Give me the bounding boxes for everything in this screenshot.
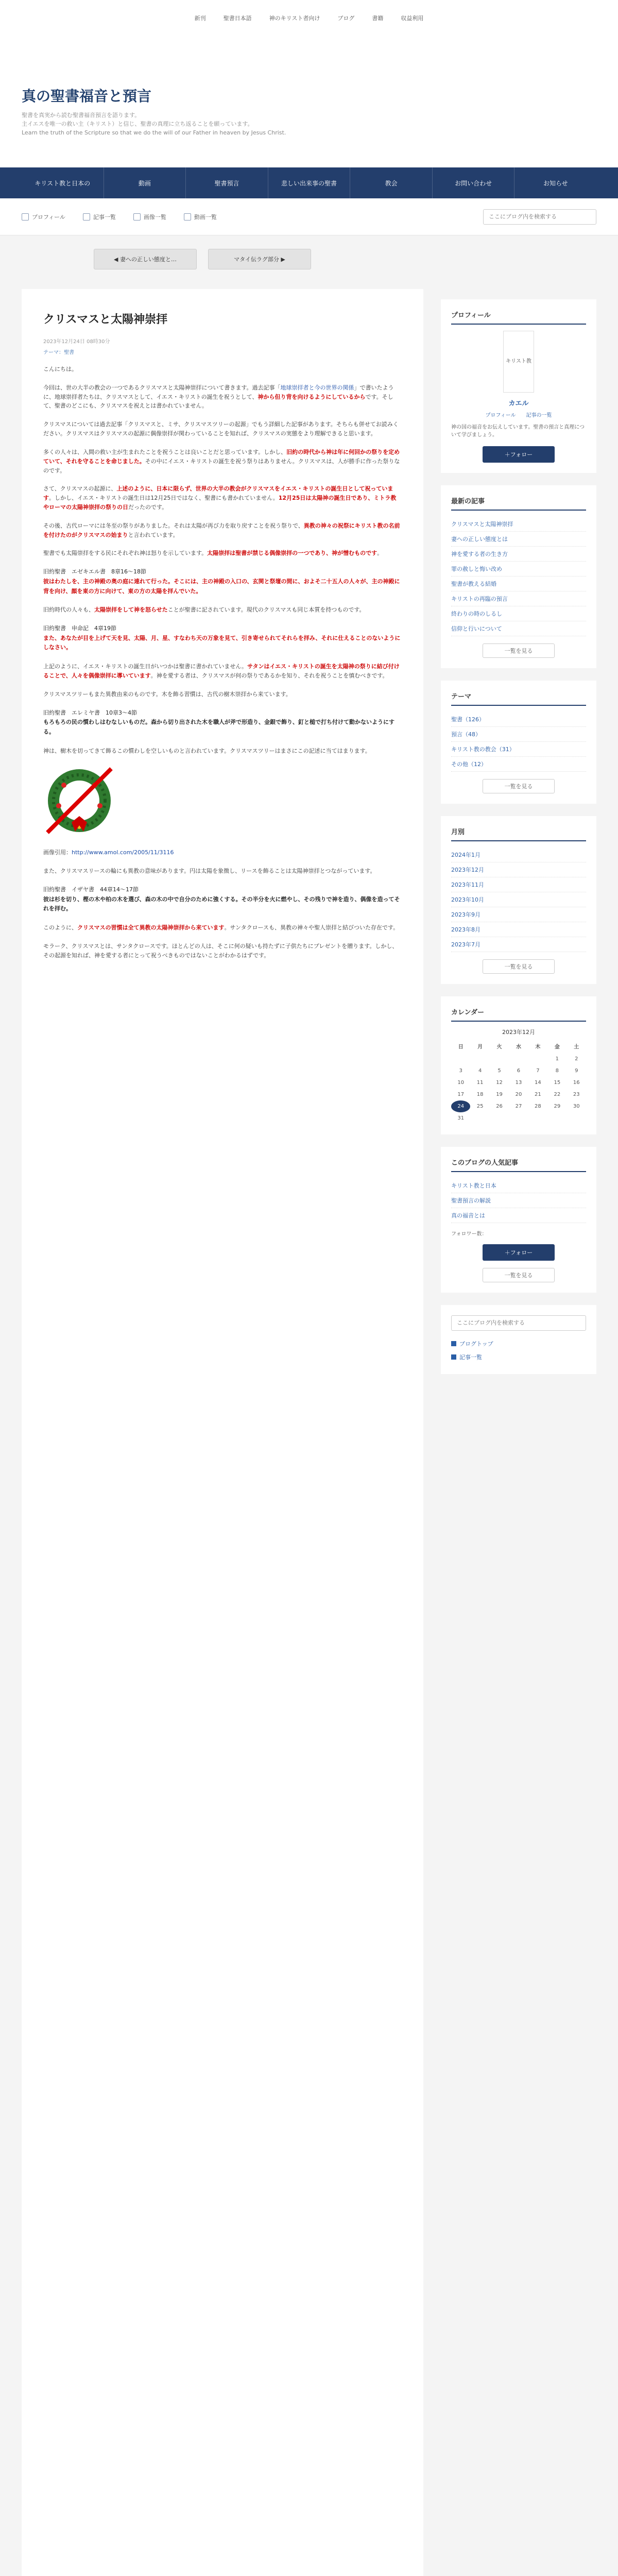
list-item[interactable]: キリスト教と日本 [451, 1178, 586, 1193]
topbar-link-6[interactable]: 収益利用 [401, 15, 424, 22]
text: です。そして、聖書のどこにも、クリスマスを祝えとは書かれていません。 [43, 393, 393, 410]
gnav-item-1[interactable]: キリスト教と日本の [22, 167, 104, 198]
list-item[interactable]: 妻への正しい態度とは [451, 532, 586, 547]
scripture-reference: 旧約聖書 申命記 4章19節 [43, 625, 116, 632]
list-item[interactable]: 真の福音とは [451, 1208, 586, 1223]
tab-videos[interactable] [184, 213, 217, 221]
sidebar-search-input[interactable] [451, 1315, 586, 1331]
calendar-day[interactable]: 21 [535, 1092, 541, 1097]
paragraph [43, 521, 402, 540]
list-item[interactable]: 神を愛する者の生き方 [451, 547, 586, 562]
list-item[interactable]: 2024年1月 [451, 848, 586, 862]
global-nav [0, 167, 618, 198]
prev-post-button[interactable]: ◀ 妻への正しい態度と… [94, 249, 197, 269]
calendar-day [547, 1112, 566, 1124]
scripture-text: また、あなたが目を上げて天を見、太陽、月、星、すなわち天の万象を見て、引き寄せられてそれらを拝み、それに仕えることのないようにしなさい。 [43, 634, 401, 651]
calendar-day [490, 1112, 509, 1124]
scripture-reference: 旧約聖書 イザヤ書 44章14〜17節 [43, 886, 139, 893]
calendar-day[interactable]: 8 [555, 1068, 559, 1074]
article [22, 289, 423, 2576]
post-list-link[interactable] [451, 1350, 586, 1364]
text: 。神を愛する者は、クリスマスが何の祭りであるかを知り、それを祝うことを慎むべきです。 [150, 672, 388, 679]
text: 今回は、世の大半の教会の一つであるクリスマスと太陽神崇拝について書きます。過去記事「 [43, 384, 281, 391]
site-header [0, 36, 618, 167]
calendar-day[interactable]: 5 [497, 1068, 501, 1074]
calendar-day[interactable]: 26 [496, 1104, 503, 1109]
tab-profile-label: プロフィール [32, 213, 65, 221]
calendar-table [451, 1039, 586, 1124]
gnav-item-3[interactable]: 聖書預言 [186, 167, 268, 198]
calendar-day [490, 1053, 509, 1065]
text: 多くの人々は、入間の救い主が生まれたことを祝うことは良いことだと思っています。しかし、 [43, 448, 287, 455]
list-item[interactable]: 預言（48） [451, 727, 586, 742]
paragraph: クリスマスについては過去記事「クリスマスと、ミサ、クリスマスツリーの起源」でもう詳細した記事があります。そちらも併せてお読みください。クリスマスはクリスマスの起源に偶像崇拝が関わっていることを知れば、クリスマスの実態をより理解できると思います。 [43, 421, 399, 437]
blog-sub-nav [0, 198, 618, 235]
calendar-day [528, 1112, 547, 1124]
follow-button[interactable]: ＋フォロー [483, 1244, 555, 1261]
list-item[interactable]: 信仰と行いについて [451, 621, 586, 636]
follow-button[interactable]: ＋フォロー [483, 446, 555, 463]
top-utility-bar [0, 0, 618, 36]
topbar-link-1[interactable]: 新刊 [194, 15, 206, 22]
scripture-reference: 旧約聖書 エレミヤ書 10章3〜4節 [43, 709, 137, 716]
gnav-item-5[interactable]: 教会 [350, 167, 433, 198]
more-button[interactable]: 一覧を見る [483, 643, 555, 658]
calendar-day[interactable]: 17 [457, 1092, 465, 1097]
text: 。サンタクロースも、異教の神々や聖人崇拝と結びついた存在です。 [224, 924, 399, 931]
list-item[interactable]: 終わりの時のしるし [451, 606, 586, 621]
emphasis-text: 上述のように、日本に限らず、世界の大半の教会がクリスマスをイエス・キリストの誕生日として祝っています [43, 485, 393, 502]
recent-posts-widget [441, 485, 596, 668]
calendar-day[interactable]: 31 [457, 1115, 465, 1121]
image-icon [133, 213, 141, 221]
tab-images[interactable] [133, 213, 166, 221]
paragraph [43, 662, 402, 681]
text: 聖書でも太陽崇拝をする民にそれぞれ神は怒りを示しています。 [43, 550, 208, 557]
paragraph [43, 383, 402, 411]
calendar-day[interactable]: 1 [555, 1056, 559, 1062]
list-item[interactable]: 聖書が教える結婚 [451, 577, 586, 591]
list-item[interactable]: 2023年8月 [451, 922, 586, 937]
christmas-wreath-image [43, 765, 115, 837]
blog-top-link[interactable] [451, 1337, 586, 1350]
calendar-month: 2023年12月 [502, 1029, 535, 1036]
text: 。 [377, 550, 383, 557]
text: 上記のように、イエス・キリストの誕生日がいつかは聖書に書かれていません。 [43, 663, 247, 670]
scripture-text: もろもろの民の慣わしはむなしいものだ。森から切り出された木を職人が斧で形造り、金銀で飾り、釘と槌で打ち付けて動かないようにする。 [43, 719, 394, 735]
weekday: 月 [477, 1044, 483, 1050]
weekday: 日 [458, 1044, 464, 1050]
list-item[interactable]: クリスマスと太陽神崇拝 [451, 517, 586, 532]
calendar-day[interactable]: 2 [575, 1056, 578, 1062]
calendar-day[interactable]: 14 [535, 1080, 541, 1086]
widget-heading: 最新の記事 [451, 496, 586, 511]
calendar-day[interactable]: 16 [573, 1080, 580, 1086]
calendar-day [567, 1112, 586, 1124]
emphasis-text: 異教の神々の祝祭にキリスト教の名前を付けたのがクリスマスの始まり [43, 522, 400, 538]
main-layout [0, 289, 618, 2576]
list-icon [451, 1354, 456, 1360]
popular-widget [441, 1147, 596, 1293]
list-item[interactable]: 2023年12月 [451, 862, 586, 877]
calendar-day [470, 1112, 489, 1124]
scripture-quote [43, 624, 402, 653]
text: その中にイエス・キリストの誕生を祝う祭りはありません。クリスマスは、人が勝手に作った祭りなのです。 [43, 457, 400, 474]
gnav-item-4[interactable]: 悲しい出来事の聖書 [268, 167, 351, 198]
list-item[interactable]: 聖書預言の解説 [451, 1193, 586, 1208]
follower-count: フォロワー数： [451, 1231, 487, 1237]
weekday: 金 [554, 1044, 560, 1050]
paragraph: クリスマスツリーもまた異教由来のものです。木を飾る習慣は、古代の樹木崇拝から来ています。 [43, 690, 291, 698]
popular-list [451, 1178, 586, 1223]
archive-list [451, 848, 586, 952]
calendar-day[interactable]: 4 [478, 1068, 482, 1074]
tagline-line-3: Learn the truth of the Scripture so that we do the will of our Father in heaven by Jesus Christ. [22, 129, 286, 137]
profile-links [451, 411, 586, 418]
theme-widget [441, 681, 596, 804]
list-item[interactable]: 2023年11月 [451, 877, 586, 892]
paragraph: 神は、樹木を切ってきて飾るこの慣わしを空しいものと言われています。クリスマスツリーはまさにこの記述に当てはまります。 [43, 747, 371, 754]
posts-link[interactable]: 記事の一覧 [526, 413, 552, 418]
calendar-day[interactable]: 3 [459, 1068, 462, 1074]
text: その後、古代ローマには冬至の祭りがありました。それは太陽が再び力を取り戻すことを祝う祭りで、 [43, 522, 304, 529]
gnav-item-2[interactable]: 動画 [104, 167, 186, 198]
video-icon [184, 213, 191, 221]
topbar-link-4[interactable]: ブログ [337, 15, 355, 22]
search-widget [441, 1305, 596, 1374]
image-source-link[interactable]: http://www.amol.com/2005/11/3116 [72, 849, 174, 856]
caption-label: 画像引用： [43, 849, 72, 856]
widget-heading: プロフィール [451, 310, 586, 325]
calendar-week [451, 1053, 586, 1065]
emphasis-text: 神から但り背を向けるようにしているから [258, 393, 366, 400]
widget-heading: カレンダー [451, 1007, 586, 1022]
text: 」で書いたように、地球崇拝者たちは、クリスマスとして、イエス・キリストの誕生を祝うとして、 [43, 384, 394, 400]
post-pager [0, 235, 618, 289]
post-date: 2023年12月24日 08時30分 [43, 339, 110, 345]
calendar-day [528, 1053, 547, 1065]
link-label: 記事一覧 [459, 1354, 482, 1361]
calendar-week [451, 1100, 586, 1112]
tab-videos-label: 動画一覧 [194, 213, 217, 221]
widget-heading: このブログの人気記事 [451, 1157, 586, 1172]
site-tagline [22, 111, 618, 137]
list-item[interactable]: 2023年7月 [451, 937, 586, 952]
calendar-day[interactable]: 20 [515, 1092, 522, 1097]
emphasis-text: クリスマスの習慣は全て異教の太陽神崇拝から来ています [77, 924, 225, 931]
emphasis-text: 太陽崇拝をして神を怒らせた [94, 606, 168, 614]
paragraph: こんにちは。 [43, 366, 77, 372]
paragraph [43, 605, 402, 615]
scripture-text: 彼は杉を切り、樫の木や柏の木を選び、森の木の中で自分のために強くする。その半分を火に燃やし、その残りで神を造り、偶像を造ってそれを拝む。 [43, 895, 400, 912]
more-button[interactable]: 一覧を見る [483, 779, 555, 793]
text: 。しかし、イエス・キリストの誕生日は12月25日ではなく、聖書にも書かれていません。 [49, 495, 279, 502]
list-item[interactable]: 罪の赦しと悔い改め [451, 562, 586, 577]
list-item[interactable]: キリスト教の教会（31） [451, 742, 586, 757]
article-body [43, 365, 402, 960]
more-button[interactable]: 一覧を見る [483, 1268, 555, 1282]
calendar-day[interactable]: 25 [476, 1104, 484, 1109]
profile-description: 神の国の福音をお伝えしています。聖書の預言と真理について学びましょう。 [451, 425, 585, 438]
scripture-quote [43, 885, 402, 914]
calendar-week [451, 1089, 586, 1100]
scripture-text: 彼はわたしを、主の神殿の奥の庭に連れて行った。そこには、主の神殿の入口の、玄関と祭壇の間に、およそ二十五人の人々が、主の神殿に背を向け、顔を東の方に向けて、東の方の太陽を拝んでいた。 [43, 578, 400, 595]
post-title[interactable]: クリスマスと太陽神崇拝 [43, 313, 168, 326]
scripture-reference: 旧約聖書 エゼキエル書 8章16〜18節 [43, 568, 146, 575]
calendar-day [509, 1053, 528, 1065]
blog-search-input[interactable] [483, 209, 596, 225]
topbar-link-2[interactable]: 聖書日本語 [223, 15, 252, 22]
calendar-days [451, 1053, 586, 1124]
text: 旧約時代の人々も、 [43, 606, 94, 614]
calendar-day[interactable]: 11 [476, 1080, 484, 1086]
text: と言われています。 [128, 531, 179, 538]
calendar-day[interactable]: 30 [573, 1104, 580, 1109]
paragraph [43, 923, 402, 933]
calendar-day[interactable]: 28 [535, 1104, 541, 1109]
list-item[interactable]: 聖書（126） [451, 712, 586, 727]
weekday: 水 [516, 1044, 521, 1050]
calendar-day[interactable]: 9 [575, 1068, 578, 1074]
gnav-item-7[interactable]: お知らせ [543, 179, 568, 187]
paragraph [43, 484, 402, 512]
paragraph: モラーク、クリスマスとは、サンタクロースです。ほとんどの人は、そこに何の疑いも持たずに子供たちにプレゼントを贈ります。しかし、その起源を知れば、神を愛する者にとって祝うべきものではないことがわかるはずです。 [43, 942, 398, 959]
tagline-line-2: 主イエスを唯一の救い主（キリスト）と信じ、聖書の真理に立ち返ることを願っています。 [22, 121, 253, 128]
calendar-day[interactable]: 13 [515, 1080, 522, 1086]
next-post-button[interactable]: マタイ伝ラグ部分 ▶ [208, 249, 311, 269]
image-caption [43, 848, 402, 857]
tab-profile[interactable] [22, 213, 65, 221]
calendar-week [451, 1077, 586, 1089]
paragraph [43, 448, 402, 475]
emphasis-text: サタンはイエス・キリストの誕生を太陽神の祭りに結び付けることで、人々を偶像崇拝に導いています [43, 663, 400, 679]
widget-heading: 月別 [451, 826, 586, 841]
profile-widget [441, 299, 596, 473]
post-category[interactable]: テーマ：聖書 [43, 350, 74, 355]
calendar-day[interactable]: 27 [515, 1104, 522, 1109]
calendar-day[interactable]: 24 [451, 1100, 470, 1112]
emphasis-text: 12月25日は太陽神の誕生日であり、ミトラ教やローマの太陽神崇拝の祭りの日 [43, 495, 397, 511]
calendar-widget [441, 996, 596, 1134]
calendar-day[interactable]: 22 [554, 1092, 561, 1097]
topbar-link-3[interactable]: 神のキリスト者向け [269, 15, 320, 22]
calendar-day [470, 1053, 489, 1065]
tab-posts-label: 記事一覧 [93, 213, 116, 221]
calendar-week [451, 1065, 586, 1077]
profile-image[interactable]: キリスト教 [503, 331, 534, 393]
bottom-links [451, 1337, 586, 1364]
paragraph [43, 549, 402, 558]
emphasis-text: 旧約の時代から神は年に何回かの祭りを定めていて、それを守ることを命じました。 [43, 448, 400, 465]
theme-list [451, 712, 586, 772]
calendar-day[interactable]: 19 [496, 1092, 503, 1097]
article-link[interactable]: 地球崇拝者と今の世界の関係 [280, 384, 354, 391]
weekday: 火 [496, 1044, 502, 1050]
topbar-link-5[interactable]: 書籍 [372, 15, 384, 22]
site-title[interactable]: 真の聖書福音と預言 [22, 88, 152, 105]
calendar-day[interactable]: 12 [496, 1080, 503, 1086]
weekday: 土 [574, 1044, 579, 1050]
sidebar [441, 289, 596, 2576]
gnav-item-6[interactable]: お問い合わせ [433, 167, 515, 198]
calendar-day[interactable]: 23 [573, 1092, 580, 1097]
calendar-day[interactable]: 29 [554, 1104, 561, 1109]
profile-icon [22, 213, 29, 221]
scripture-quote [43, 567, 402, 596]
profile-name[interactable]: カエル [508, 400, 529, 408]
text: このように、 [43, 924, 77, 931]
list-icon [83, 213, 90, 221]
text: さて、クリスマスの起源に、 [43, 485, 117, 493]
link-label: ブログトップ [459, 1341, 493, 1347]
home-icon [451, 1341, 456, 1346]
recent-posts-list [451, 517, 586, 636]
calendar-day [509, 1112, 528, 1124]
text: だったのです。 [128, 503, 168, 511]
list-item[interactable]: その他（12） [451, 757, 586, 772]
scripture-quote [43, 708, 402, 737]
calendar-week [451, 1112, 586, 1124]
calendar-day[interactable]: 18 [476, 1092, 484, 1097]
list-item[interactable]: キリストの再臨の預言 [451, 591, 586, 606]
profile-link[interactable]: プロフィール [485, 413, 516, 418]
calendar-day [451, 1053, 470, 1065]
paragraph: また、クリスマスリースの輪にも異教の意味があります。円は太陽を象徴し、リースを飾ることは太陽神崇拝とつながっています。 [43, 868, 376, 875]
calendar-day[interactable]: 15 [554, 1080, 561, 1086]
list-item[interactable]: 2023年10月 [451, 892, 586, 907]
calendar-day[interactable]: 7 [536, 1068, 540, 1074]
more-button[interactable]: 一覧を見る [483, 959, 555, 974]
weekday: 木 [535, 1044, 541, 1050]
widget-heading: テーマ [451, 691, 586, 706]
archive-widget [441, 816, 596, 984]
tagline-line-1: 聖書を真実から読む聖書福音預言を語ります。 [22, 112, 141, 118]
calendar-day[interactable]: 6 [517, 1068, 521, 1074]
text: ことが聖書に記されています。現代のクリスマスも同じ本質を持つものです。 [167, 606, 365, 614]
calendar-day[interactable]: 10 [457, 1080, 465, 1086]
tab-posts[interactable] [83, 213, 116, 221]
list-item[interactable]: 2023年9月 [451, 907, 586, 922]
emphasis-text: 太陽崇拝は聖書が禁じる偶像崇拝の一つであり、神が憎むものです [207, 550, 377, 557]
tab-images-label: 画像一覧 [143, 213, 166, 221]
